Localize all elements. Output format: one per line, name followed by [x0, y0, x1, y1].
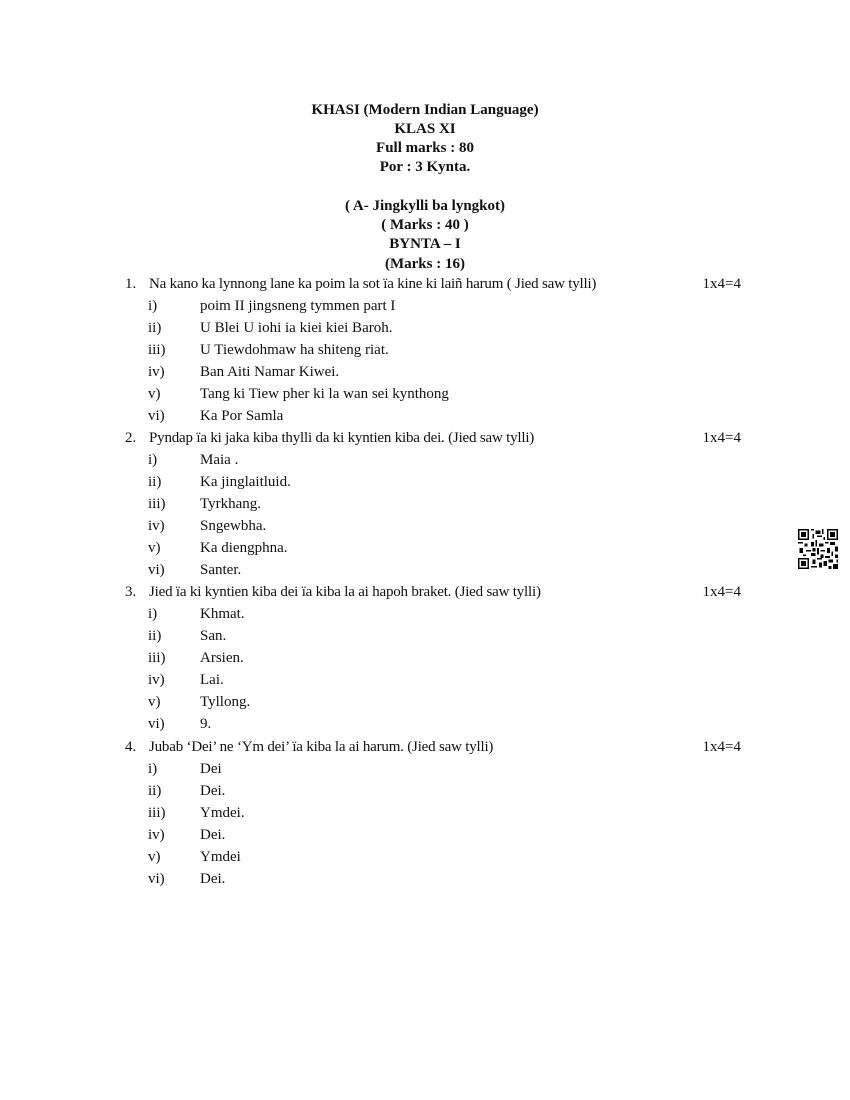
item-numeral: vi): [148, 408, 165, 424]
item-numeral: ii): [148, 628, 162, 644]
item-numeral: i): [148, 761, 158, 777]
item-answer: Tang ki Tiew pher ki la wan sei kynthong: [200, 386, 449, 402]
question-number: 4.: [125, 739, 137, 755]
item-numeral: iii): [148, 805, 166, 821]
question-text: Jubab ‘Dei’ ne ‘Ym dei’ ïa kiba la ai harum. (Jied saw tylli): [149, 739, 494, 755]
item-answer: Sngewbha.: [200, 518, 267, 534]
item-numeral: iv): [148, 827, 165, 843]
item-numeral: v): [148, 540, 161, 556]
item-numeral: vi): [148, 871, 165, 887]
item-numeral: iv): [148, 672, 165, 688]
item-numeral: ii): [148, 320, 162, 336]
item-answer: Arsien.: [200, 650, 244, 666]
item-numeral: iii): [148, 496, 166, 512]
item-answer: Ymdei.: [200, 805, 245, 821]
question-marks: 1x4=4: [702, 276, 741, 292]
item-answer: Tyllong.: [200, 694, 251, 710]
item-answer: 9.: [200, 716, 212, 732]
item-answer: Santer.: [200, 562, 242, 578]
question-text: Jied ïa ki kyntien kiba dei ïa kiba la ai hapoh braket. (Jied saw tylli): [149, 584, 541, 600]
question-marks: 1x4=4: [702, 430, 741, 446]
item-answer: Khmat.: [200, 606, 245, 622]
exam-full-marks: Full marks : 80: [376, 140, 474, 156]
item-answer: poim II jingsneng tymmen part I: [200, 298, 396, 314]
question-marks: 1x4=4: [702, 739, 741, 755]
section-title: ( A- Jingkylli ba lyngkot): [344, 198, 506, 214]
item-answer: San.: [200, 628, 227, 644]
item-answer: Lai.: [200, 672, 224, 688]
section-marks: ( Marks : 40 ): [381, 217, 469, 233]
item-numeral: i): [148, 298, 158, 314]
item-answer: Dei.: [200, 783, 226, 799]
item-answer: Maia .: [200, 452, 239, 468]
item-answer: Ban Aiti Namar Kiwei.: [200, 364, 340, 380]
exam-duration: Por : 3 Kynta.: [379, 159, 471, 175]
item-numeral: v): [148, 849, 161, 865]
item-numeral: iii): [148, 650, 166, 666]
question-number: 1.: [125, 276, 137, 292]
exam-class: KLAS XI: [394, 121, 456, 137]
question-number: 2.: [125, 430, 137, 446]
bynta-marks: (Marks : 16): [385, 256, 465, 272]
qr-code-icon: [798, 529, 838, 569]
item-numeral: vi): [148, 716, 165, 732]
item-answer: Ka jinglaitluid.: [200, 474, 291, 490]
item-answer: Dei.: [200, 871, 226, 887]
exam-title: KHASI (Modern Indian Language): [311, 102, 539, 118]
item-numeral: i): [148, 452, 158, 468]
item-answer: Dei.: [200, 827, 226, 843]
item-numeral: iv): [148, 518, 165, 534]
item-numeral: v): [148, 694, 161, 710]
item-numeral: ii): [148, 783, 162, 799]
question-text: Na kano ka lynnong lane ka poim la sot ïa kine ki laiñ harum ( Jied saw tylli): [149, 276, 597, 292]
item-answer: Ka Por Samla: [200, 408, 284, 424]
item-answer: Ymdei: [200, 849, 241, 865]
item-numeral: v): [148, 386, 161, 402]
item-answer: U Blei U iohi ia kiei kiei Baroh.: [200, 320, 393, 336]
item-numeral: i): [148, 606, 158, 622]
item-numeral: vi): [148, 562, 165, 578]
item-numeral: ii): [148, 474, 162, 490]
question-marks: 1x4=4: [702, 584, 741, 600]
item-numeral: iv): [148, 364, 165, 380]
item-answer: Tyrkhang.: [200, 496, 262, 512]
item-numeral: iii): [148, 342, 166, 358]
question-number: 3.: [125, 584, 137, 600]
item-answer: U Tiewdohmaw ha shiteng riat.: [200, 342, 389, 358]
question-text: Pyndap ïa ki jaka kiba thylli da ki kyntien kiba dei. (Jied saw tylli): [149, 430, 535, 446]
bynta-heading: BYNTA – I: [389, 236, 461, 252]
item-answer: Dei: [200, 761, 222, 777]
item-answer: Ka diengphna.: [200, 540, 288, 556]
